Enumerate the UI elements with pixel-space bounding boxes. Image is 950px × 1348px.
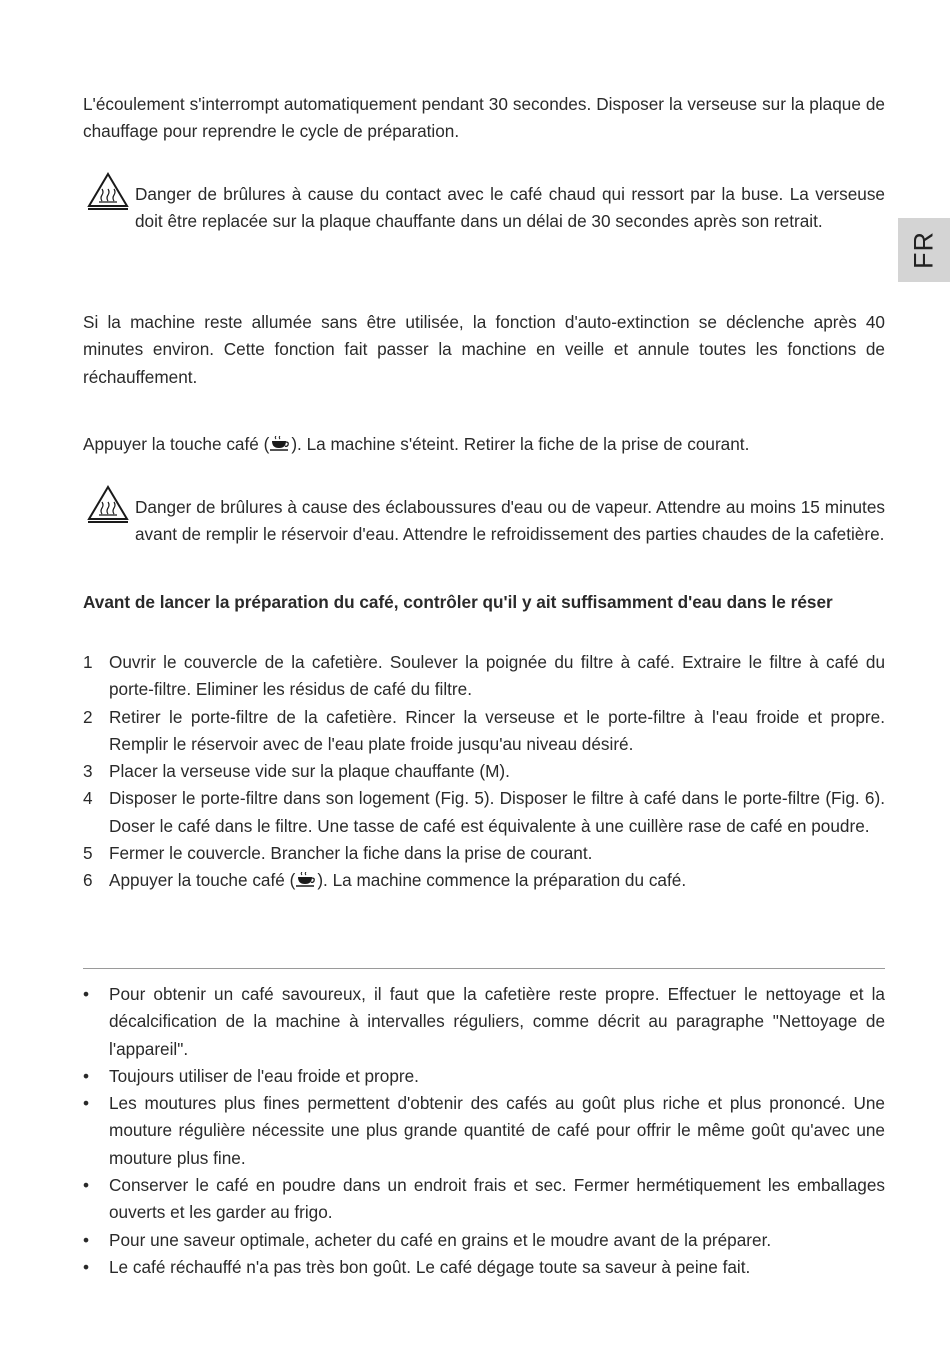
step-text: Placer la verseuse vide sur la plaque chauffante (M).: [109, 761, 510, 782]
paragraph-interruption: [83, 91, 885, 146]
step-number: 2: [83, 706, 93, 727]
step-number: 1: [83, 652, 93, 672]
step-text: ). La machine commence la préparation du café.: [317, 870, 687, 891]
step-text: Appuyer la touche café (: [109, 870, 296, 891]
list-item: [83, 704, 885, 759]
tip-text: Conserver le café en poudre dans un endroit frais et sec. Fermer hermétiquement les emballages ouverts et les garder au frigo.: [109, 1175, 885, 1223]
divider: [83, 968, 885, 969]
tip-text: Le café réchauffé n'a pas très bon goût. Le café dégage toute sa saveur à peine fait.: [109, 1256, 751, 1277]
list-item: [83, 758, 885, 785]
water-check-note: [83, 589, 885, 616]
step-text: Fermer le couvercle. Brancher la fiche dans la prise de courant.: [109, 843, 593, 864]
tip-text: Toujours utiliser de l'eau froide et propre.: [109, 1065, 419, 1086]
tips-list: [83, 981, 885, 1281]
step-number: 3: [83, 761, 93, 782]
list-item: [83, 1090, 885, 1172]
text-part: Appuyer la touche café (: [83, 434, 270, 454]
step-text: Disposer le porte-filtre dans son logement (Fig. 5). Disposer le filtre à café dans le porte-filtre (Fig. 6). Doser le café dans le filtre. Une tasse de café est équivalente à une cuillère rase de café en poudre.: [109, 788, 885, 836]
list-item: [83, 1254, 885, 1281]
bold-note: Avant de lancer la préparation du café, contrôler qu'il y ait suffisamment d'eau dans le réser: [83, 592, 833, 612]
tip-text: Les moutures plus fines permettent d'obtenir des cafés au goût plus riche et plus prononcé. Une mouture régulière nécessite une plus grande quantité de café pour offrir le même goût qu'avec une mouture plus fine.: [109, 1093, 885, 1168]
step-number: 5: [83, 843, 93, 864]
coffee-cup-icon: [295, 872, 317, 888]
warning-text: Danger de brûlures à cause du contact avec le café chaud qui ressort par la buse. La verseuse doit être replacée sur la plaque chauffante dans un délai de 30 secondes après son retrait.: [135, 184, 885, 232]
list-item: [83, 981, 885, 1063]
bullet: •: [83, 1229, 90, 1250]
list-item: [83, 1227, 885, 1254]
list-item: [83, 1172, 885, 1227]
list-item: [83, 867, 885, 894]
step-text: Ouvrir le couvercle de la cafetière. Soulever la poignée du filtre à café. Extraire le filtre à café du porte-filtre. Eliminer les résidus de café du filtre.: [109, 652, 885, 700]
paragraph-auto-off: [83, 309, 885, 391]
paragraph-text: L'écoulement s'interrompt automatiquement pendant 30 secondes. Disposer la verseuse sur la plaque de chauffage pour reprendre le cycle de préparation.: [83, 94, 885, 142]
step-number: 6: [83, 870, 93, 891]
paragraph-switch-off: [83, 431, 885, 458]
paragraph-text: [83, 431, 885, 458]
bullet: •: [83, 1093, 90, 1114]
list-item: [83, 785, 885, 840]
bullet: •: [83, 1256, 90, 1277]
warning-text: Danger de brûlures à cause des éclaboussures d'eau ou de vapeur. Attendre au moins 15 minutes avant de remplir le réservoir d'eau. Attendre le refroidissement des parties chaudes de la cafetière.: [135, 497, 885, 545]
language-tab: [898, 218, 950, 282]
paragraph-text: Si la machine reste allumée sans être utilisée, la fonction d'auto-extinction se déclenche après 40 minutes environ. Cette fonction fait passer la machine en veille et annule toutes les fonctions de réchauffement.: [83, 312, 885, 387]
list-item: [83, 1063, 885, 1090]
step-number: 4: [83, 788, 93, 809]
warning-burn-1: [83, 181, 885, 236]
hot-surface-warning-icon: [86, 171, 130, 211]
tip-text: Pour une saveur optimale, acheter du café en grains et le moudre avant de la préparer.: [109, 1229, 772, 1250]
language-tab-label: FR: [908, 231, 939, 269]
list-item: [83, 840, 885, 867]
text-part: ). La machine s'éteint. Retirer la fiche de la prise de courant.: [291, 434, 750, 454]
warning-burn-2: [83, 494, 885, 549]
bullet: •: [83, 1175, 90, 1196]
coffee-cup-icon: [269, 436, 291, 452]
bullet: •: [83, 1065, 90, 1086]
preparation-steps: [83, 649, 885, 895]
list-item: [83, 649, 885, 704]
bullet: •: [83, 984, 90, 1004]
tip-text: Pour obtenir un café savoureux, il faut que la cafetière reste propre. Effectuer le nettoyage et la décalcification de la machine à intervalles réguliers, comme décrit au paragraphe "Nettoyage de l'appareil".: [109, 984, 885, 1059]
step-text: Retirer le porte-filtre de la cafetière. Rincer la verseuse et le porte-filtre à l'eau froide et propre. Remplir le réservoir avec de l'eau plate froide jusqu'au niveau désiré.: [109, 706, 885, 754]
hot-surface-warning-icon: [86, 484, 130, 524]
